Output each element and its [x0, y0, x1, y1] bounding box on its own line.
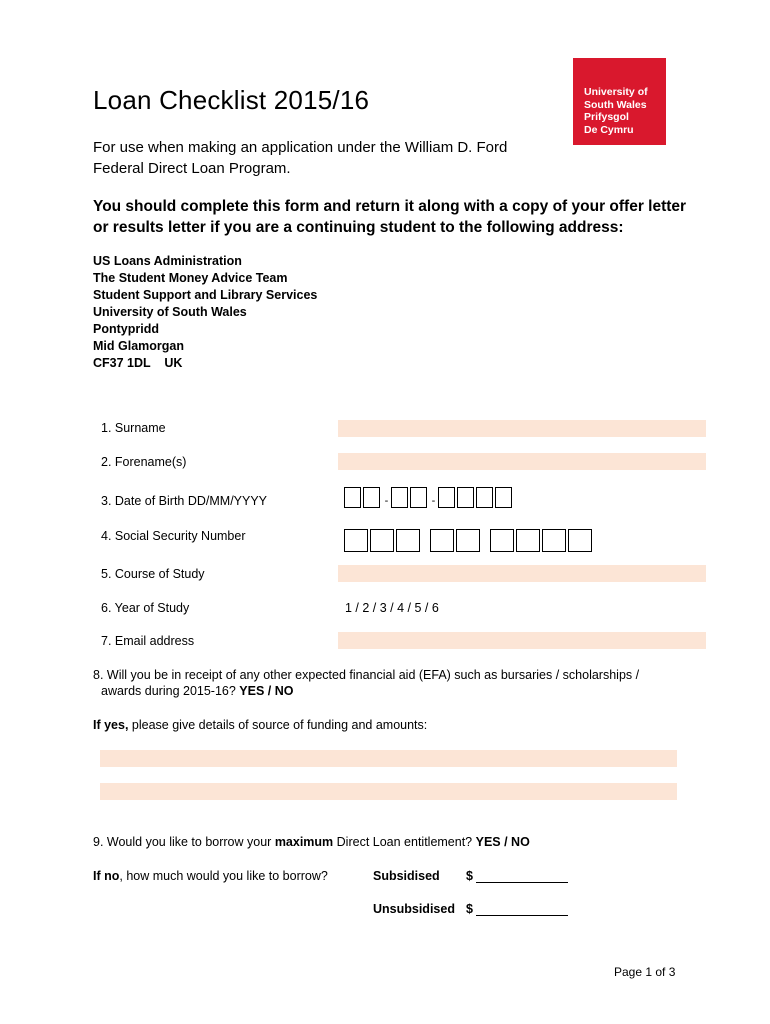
course-label: 5. Course of Study: [101, 567, 205, 581]
dob-boxes: [344, 487, 514, 508]
ssn-label: 4. Social Security Number: [101, 529, 246, 543]
efa-question-line-2: [101, 684, 293, 698]
address-line: Mid Glamorgan: [93, 339, 184, 353]
page-number: Page 1 of 3: [614, 965, 676, 979]
ifno-text: , how much would you like to borrow?: [119, 869, 328, 883]
address-line: US Loans Administration: [93, 254, 242, 268]
ssn-box[interactable]: [396, 529, 420, 552]
ssn-boxes: [344, 529, 594, 552]
max-loan-text: 9. Would you like to borrow your: [93, 835, 275, 849]
subsidised-row: [373, 869, 440, 883]
dob-year-3-box[interactable]: [476, 487, 493, 508]
ifno-instruction: [93, 869, 328, 883]
unsubsidised-amount: [466, 902, 568, 916]
ssn-box[interactable]: [430, 529, 454, 552]
dob-month-1-box[interactable]: [391, 487, 408, 508]
subsidised-amount: [466, 869, 568, 883]
ssn-box[interactable]: [456, 529, 480, 552]
logo-line-2: South Wales: [584, 98, 647, 111]
dob-year-2-box[interactable]: [457, 487, 474, 508]
efa-question-text: awards during 2015-16?: [101, 684, 240, 698]
unsubsidised-label: Unsubsidised: [373, 902, 455, 916]
logo-line-1: University of: [584, 86, 648, 98]
subsidised-amount-field[interactable]: [476, 869, 568, 883]
funding-details-field-2[interactable]: [100, 783, 677, 800]
ssn-box[interactable]: [370, 529, 394, 552]
unsubsidised-amount-field[interactable]: [476, 902, 568, 916]
ssn-box[interactable]: [568, 529, 592, 552]
dob-separator: -: [384, 495, 389, 507]
intro-text: [93, 137, 533, 179]
instruction-text: [93, 196, 693, 238]
year-label: 6. Year of Study: [101, 601, 190, 615]
email-label: 7. Email address: [101, 634, 195, 648]
max-loan-bold: maximum: [274, 835, 334, 849]
forenames-field[interactable]: [338, 453, 706, 470]
dob-day-1-box[interactable]: [344, 487, 361, 508]
surname-label: 1. Surname: [101, 421, 166, 435]
max-loan-question: [93, 835, 530, 849]
efa-yes-no[interactable]: YES / NO: [239, 684, 294, 698]
address-line: Student Support and Library Services: [93, 288, 318, 302]
surname-field[interactable]: [338, 420, 706, 437]
ssn-box[interactable]: [490, 529, 514, 552]
max-loan-text-2: Direct Loan entitlement?: [333, 835, 476, 849]
instruction-line-1: You should complete this form and return it along with a copy of your offer letter: [93, 198, 687, 215]
dob-separator: -: [431, 495, 436, 507]
efa-question: 8. Will you be in receipt of any other expected financial aid (EFA) such as bursaries / scholarships /: [93, 668, 640, 682]
email-field[interactable]: [338, 632, 706, 649]
dollar-sign: $: [466, 902, 473, 916]
address-line: University of South Wales: [93, 305, 247, 319]
dob-month-2-box[interactable]: [410, 487, 427, 508]
forenames-label: 2. Forename(s): [101, 455, 187, 469]
mailing-address: [93, 253, 317, 372]
ifyes-text: please give details of source of funding and amounts:: [128, 718, 428, 732]
course-field[interactable]: [338, 565, 706, 582]
ifno-bold: If no: [93, 869, 120, 883]
ifyes-bold: If yes,: [93, 718, 129, 732]
intro-line-1: For use when making an application under the William D. Ford: [93, 139, 508, 156]
intro-line-2: Federal Direct Loan Program.: [93, 160, 291, 177]
address-line: CF37 1DL UK: [93, 356, 183, 370]
instruction-line-2: or results letter if you are a continuing student to the following address:: [93, 219, 624, 236]
address-line: The Student Money Advice Team: [93, 271, 288, 285]
ssn-box[interactable]: [542, 529, 566, 552]
dob-year-4-box[interactable]: [495, 487, 512, 508]
logo-line-4: De Cymru: [584, 123, 634, 136]
logo-line-3: Prifysgol: [584, 111, 629, 123]
year-options[interactable]: 1 / 2 / 3 / 4 / 5 / 6: [345, 601, 439, 615]
dob-label: 3. Date of Birth DD/MM/YYYY: [101, 494, 268, 508]
ifyes-instruction: [93, 718, 427, 732]
max-loan-yes-no[interactable]: YES / NO: [475, 835, 530, 849]
university-logo: [573, 58, 666, 145]
dob-day-2-box[interactable]: [363, 487, 380, 508]
dob-year-1-box[interactable]: [438, 487, 455, 508]
funding-details-field-1[interactable]: [100, 750, 677, 767]
subsidised-label: Subsidised: [373, 869, 440, 883]
unsubsidised-row: [373, 902, 455, 916]
ssn-box[interactable]: [344, 529, 368, 552]
ssn-box[interactable]: [516, 529, 540, 552]
address-line: Pontypridd: [93, 322, 159, 336]
page-title: Loan Checklist 2015/16: [93, 85, 370, 115]
dollar-sign: $: [466, 869, 473, 883]
